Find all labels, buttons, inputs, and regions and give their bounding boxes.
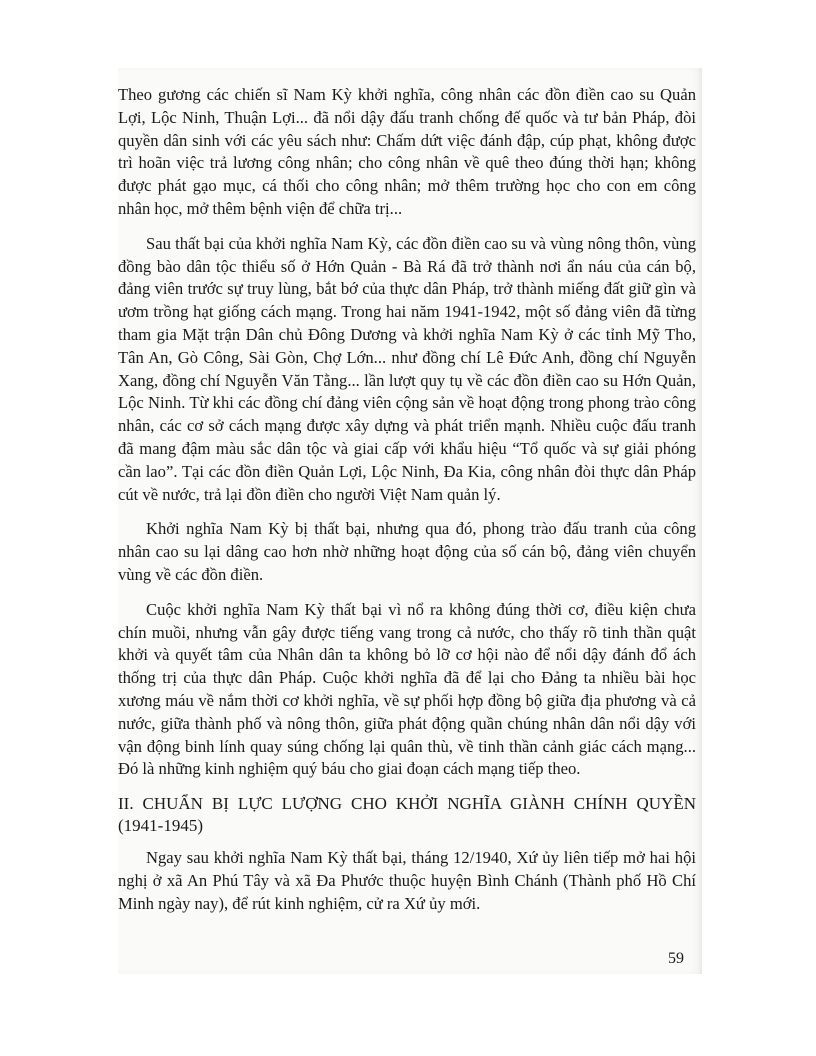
paragraph: Ngay sau khởi nghĩa Nam Kỳ thất bại, tháng 12/1940, Xứ ủy liên tiếp mở hai hội nghị ở xã An Phú Tây và xã Đa Phước thuộc huyện Bình Chánh (Thành phố Hồ Chí Minh ngày nay), để rút kinh nghiệm, cử ra Xứ ủy mới. — [118, 848, 696, 913]
section-heading: II. CHUẨN BỊ LỰC LƯỢNG CHO KHỞI NGHĨA GIÀNH CHÍNH QUYỀN (1941-1945) — [118, 794, 696, 836]
page-number: 59 — [668, 950, 684, 967]
paragraph: Cuộc khởi nghĩa Nam Kỳ thất bại vì nổ ra không đúng thời cơ, điều kiện chưa chín muồi, nhưng vẫn gây được tiếng vang trong cả nước, cho thấy rõ tinh thần quật khởi và quyết tâm của Nhân dân ta không bỏ lỡ cơ hội nào để nổi dậy đánh đổ ách thống trị của thực dân Pháp. Cuộc khởi nghĩa đã để lại cho Đảng ta nhiều bài học xương máu về nắm thời cơ khởi nghĩa, về sự phối hợp đồng bộ giữa địa phương và cả nước, giữa thành phố và nông thôn, giữa phát động quần chúng nhân dân nổi dậy với vận động binh lính quay súng chống lại quân thù, về tinh thần cảnh giác cách mạng... Đó là những kinh nghiệm quý báu cho giai đoạn cách mạng tiếp theo. — [118, 599, 696, 779]
paragraph: Khởi nghĩa Nam Kỳ bị thất bại, nhưng qua đó, phong trào đấu tranh của công nhân cao su lại dâng cao hơn nhờ những hoạt động của số cán bộ, đảng viên chuyển vùng về các đồn điền. — [118, 519, 696, 584]
document-body — [118, 84, 696, 928]
paragraph: Theo gương các chiến sĩ Nam Kỳ khởi nghĩa, công nhân các đồn điền cao su Quản Lợi, Lộc Ninh, Thuận Lợi... đã nổi dậy đấu tranh chống đế quốc và tư bản Pháp, đòi quyền dân sinh với các yêu sách như: Chấm dứt việc đánh đập, cúp phạt, không được trì hoãn việc trả lương công nhân; cho công nhân về quê theo đúng thời hạn; không được phát gạo mục, cá thối cho công nhân; mở thêm trường học cho con em công nhân học, mở thêm bệnh viện để chữa trị... — [118, 85, 696, 218]
paragraph: Sau thất bại của khởi nghĩa Nam Kỳ, các đồn điền cao su và vùng nông thôn, vùng đồng bào dân tộc thiểu số ở Hớn Quản - Bà Rá đã trở thành nơi ẩn náu của cán bộ, đảng viên trước sự truy lùng, bắt bớ của thực dân Pháp, trở thành miếng đất giữ gìn và ươm trồng hạt giống cách mạng. Trong hai năm 1941-1942, một số đảng viên đã từng tham gia Mặt trận Dân chủ Đông Dương và khởi nghĩa Nam Kỳ ở các tỉnh Mỹ Tho, Tân An, Gò Công, Sài Gòn, Chợ Lớn... như đồng chí Lê Đức Anh, đồng chí Nguyễn Xang, đồng chí Nguyễn Văn Tằng... lần lượt quy tụ về các đồn điền cao su Hớn Quản, Lộc Ninh. Từ khi các đồng chí đảng viên cộng sản về hoạt động trong phong trào công nhân, các cơ sở cách mạng được xây dựng và phát triển mạnh. Nhiều cuộc đấu tranh đã mang đậm màu sắc dân tộc và giai cấp với khẩu hiệu “Tổ quốc và sự giải phóng cần lao”. Tại các đồn điền Quản Lợi, Lộc Ninh, Đa Kia, công nhân đòi thực dân Pháp cút về nước, trả lại đồn điền cho người Việt Nam quản lý. — [118, 233, 696, 504]
